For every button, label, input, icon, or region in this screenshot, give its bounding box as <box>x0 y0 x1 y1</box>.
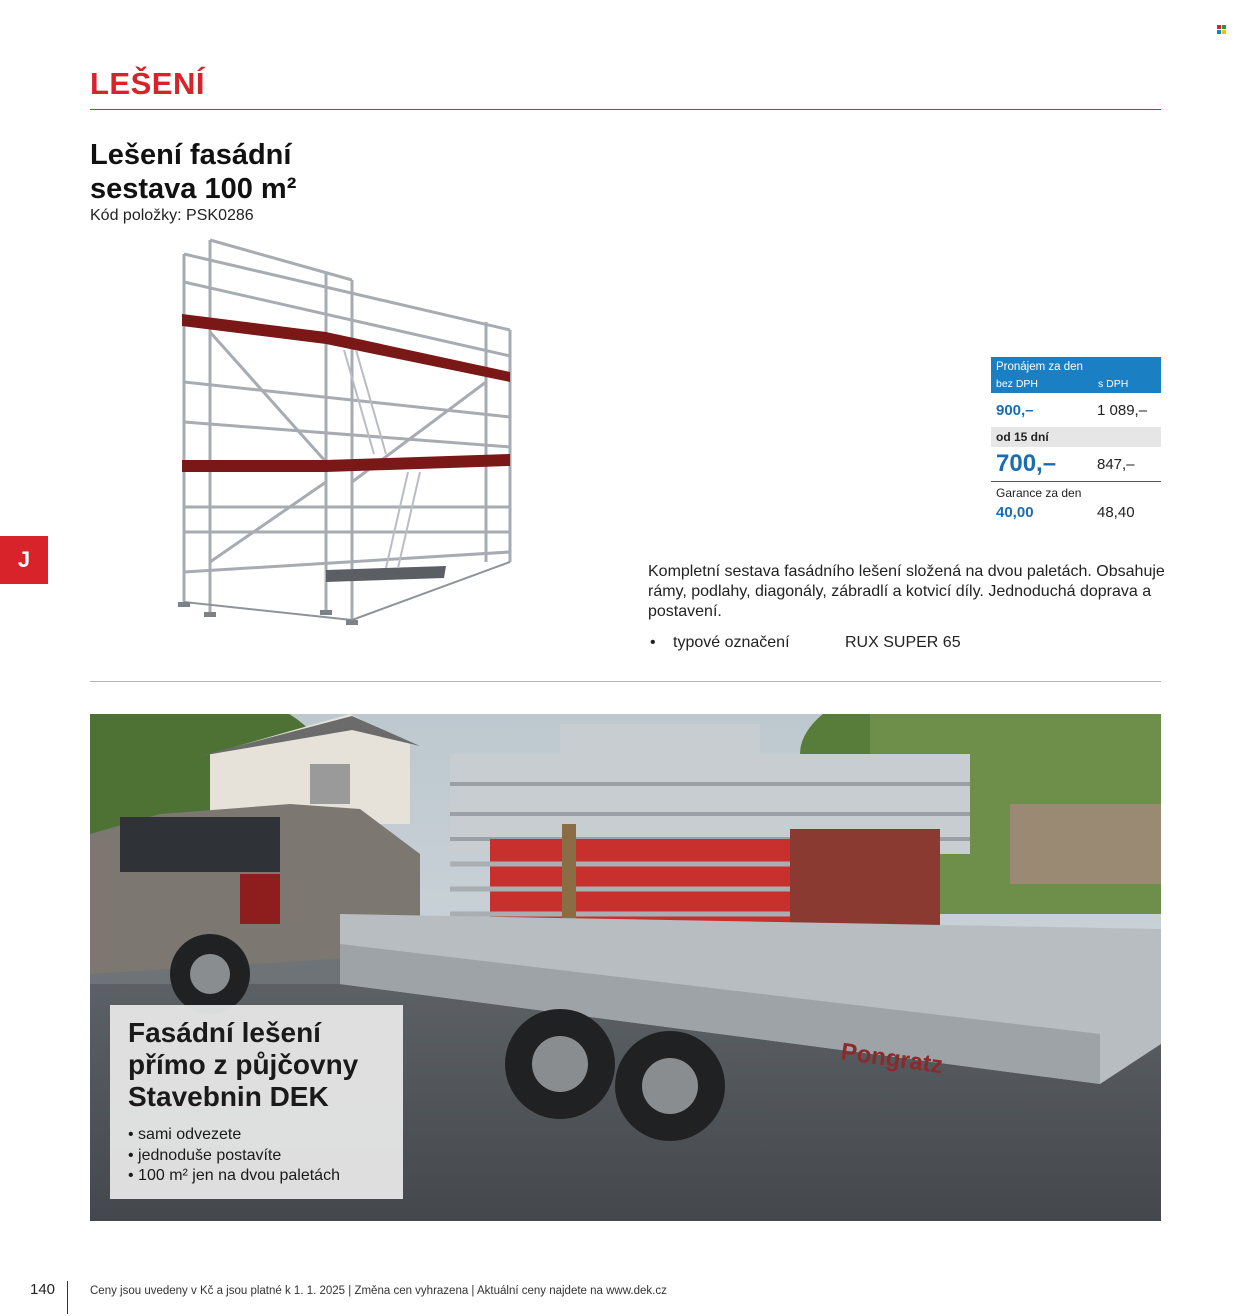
spec-label: typové označení <box>673 634 790 651</box>
tier-label-row <box>991 427 1161 447</box>
price-row-standard <box>991 393 1161 427</box>
promo-title-line2: přímo z půjčovny <box>128 1049 359 1080</box>
chapter-tab: J <box>0 536 48 584</box>
section-title: LEŠENÍ <box>90 66 205 101</box>
scaffold-illustration <box>176 232 516 650</box>
product-title-line2: sestava 100 m² <box>90 173 297 205</box>
deposit-without-vat: 40,00 <box>996 504 1034 521</box>
page-number: 140 <box>30 1281 56 1298</box>
promo-title <box>128 1017 358 1113</box>
footer-note: Ceny jsou uvedeny v Kč a jsou platné k 1. 1. 2025 | Změna cen vyhrazena | Aktuální ceny najdete na www.dek.cz <box>90 1285 667 1297</box>
product-description: Kompletní sestava fasádního lešení složená na dvou paletách. Obsahuje rámy, podlahy, diagonály, zábradlí a kotvicí díly. Jednoduchá doprava a postavení. <box>648 563 1165 620</box>
without-vat-label: bez DPH <box>996 378 1039 390</box>
promo-benefit: • sami odvezete <box>128 1125 340 1146</box>
discount-price-with-vat: 847,– <box>1097 456 1135 473</box>
price-with-vat: 1 089,– <box>1097 402 1148 419</box>
promo-benefit: • 100 m² jen na dvou paletách <box>128 1166 340 1187</box>
spec-row <box>648 634 1168 654</box>
price-table <box>991 357 1161 524</box>
promo-box <box>110 1005 403 1199</box>
corner-color-mark <box>1217 25 1226 34</box>
content-divider <box>90 681 1161 682</box>
rental-per-day-label: Pronájem za den <box>996 361 1083 373</box>
footer-divider <box>67 1281 68 1314</box>
bullet: • <box>650 634 656 651</box>
deposit-label: Garance za den <box>996 486 1082 500</box>
product-code: Kód položky: PSK0286 <box>90 207 254 224</box>
promo-benefits-list <box>128 1125 340 1187</box>
discount-price-without-vat: 700,– <box>996 450 1057 477</box>
trailer-brand-label: Pongratz <box>839 1038 945 1080</box>
promo-title-line1: Fasádní lešení <box>128 1017 321 1048</box>
tier-label: od 15 dní <box>996 430 1049 444</box>
price-table-header <box>991 357 1161 393</box>
promo-benefit: • jednoduše postavíte <box>128 1146 340 1167</box>
spec-value: RUX SUPER 65 <box>845 634 961 651</box>
product-title <box>90 138 296 206</box>
with-vat-label: s DPH <box>1098 378 1129 390</box>
price-row-discount <box>991 447 1161 481</box>
promo-title-line3: Stavebnin DEK <box>128 1081 329 1112</box>
product-title-line1: Lešení fasádní <box>90 139 292 171</box>
deposit-row <box>991 482 1161 524</box>
section-divider <box>90 109 1161 110</box>
price-without-vat: 900,– <box>996 402 1034 419</box>
deposit-with-vat: 48,40 <box>1097 504 1135 521</box>
